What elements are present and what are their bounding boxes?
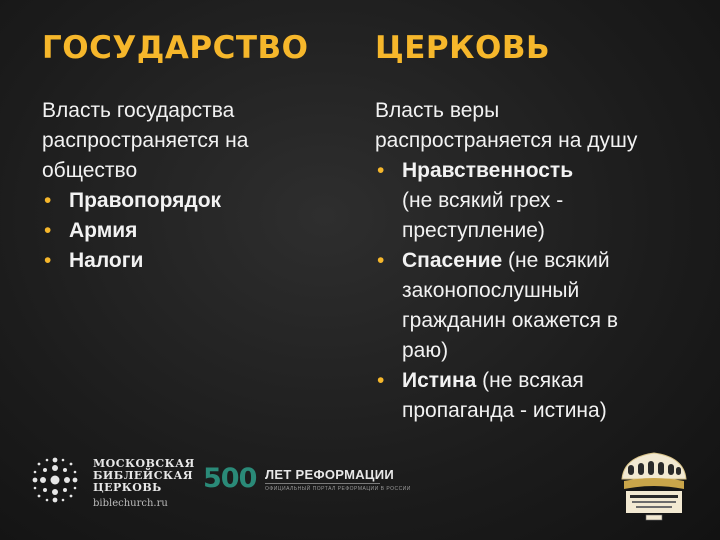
- church-cross-dots-logo-icon: [30, 455, 80, 505]
- list-item: • Правопорядок: [42, 186, 248, 216]
- church-intro-line: распространяется на душу: [375, 129, 638, 152]
- list-item: • Налоги: [42, 246, 248, 276]
- state-intro-line: Власть государства: [42, 99, 235, 122]
- church-body: [375, 96, 637, 426]
- reformation-subtitle: ОФИЦИАЛЬНЫЙ ПОРТАЛ РЕФОРМАЦИИ В РОССИИ: [265, 486, 411, 492]
- list-item-term: Спасение: [402, 249, 503, 272]
- state-list: [42, 186, 248, 276]
- list-item: • Спасение (не всякий законопослушный гражданин окажется в раю): [375, 246, 637, 366]
- mbc-url: biblechurch.ru: [93, 498, 168, 509]
- church-list: [375, 156, 637, 426]
- church-intro-line: Власть веры: [375, 99, 500, 122]
- list-item: • Истина (не всякая пропаганда - истина): [375, 366, 637, 426]
- state-intro-line: общество: [42, 159, 138, 182]
- reformation-number: 500: [203, 463, 257, 494]
- state-body: [42, 96, 248, 276]
- list-item-term: Истина: [402, 369, 477, 392]
- list-item: • Нравственность (не всякий грех - преступление): [375, 156, 637, 246]
- bullet-icon: •: [377, 159, 385, 182]
- bullet-icon: •: [377, 249, 385, 272]
- bullet-icon: •: [44, 219, 52, 242]
- reformation-title: ЛЕТ РЕФОРМАЦИИ: [265, 467, 394, 482]
- heading-state: ГОСУДАРСТВО: [42, 30, 309, 66]
- state-intro-line: распространяется на: [42, 129, 249, 152]
- mbc-name: МОСКОВСКАЯ БИБЛЕЙСКАЯ ЦЕРКОВЬ: [93, 457, 195, 494]
- colosseum-emblem-icon: [612, 445, 696, 525]
- reformation-divider: [265, 483, 380, 484]
- bullet-icon: •: [44, 249, 52, 272]
- list-item: • Армия: [42, 216, 248, 246]
- bullet-icon: •: [44, 189, 52, 212]
- bullet-icon: •: [377, 369, 385, 392]
- list-item-term: Нравственность: [402, 159, 574, 182]
- heading-church: ЦЕРКОВЬ: [375, 30, 551, 66]
